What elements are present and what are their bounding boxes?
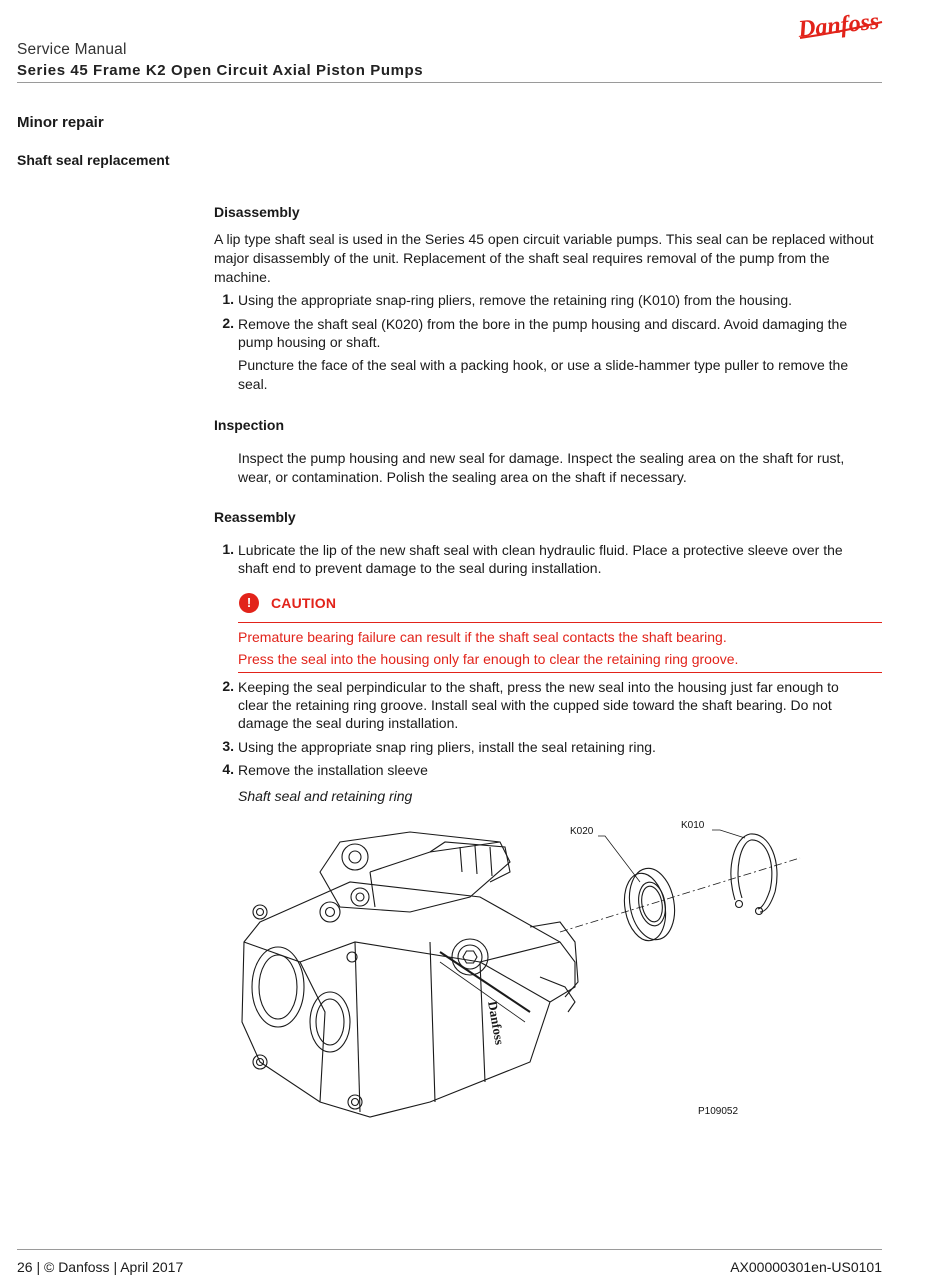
inspection-heading: Inspection bbox=[214, 417, 285, 433]
caution-line: Premature bearing failure can result if the shaft seal contacts the shaft bearing. bbox=[238, 629, 727, 645]
step-number: 4. bbox=[222, 761, 234, 777]
label-k020: K020 bbox=[570, 826, 594, 837]
logo-wordmark: Danfoss bbox=[796, 8, 881, 42]
caution-icon: ! bbox=[239, 593, 259, 613]
reassembly-step-4: Remove the installation sleeve bbox=[238, 762, 428, 778]
step-number: 2. bbox=[222, 678, 234, 694]
caution-line: Press the seal into the housing only far enough to clear the retaining ring groove. bbox=[238, 651, 739, 667]
disassembly-note: Puncture the face of the seal with a packing hook, or use a slide-hammer type puller to remove the seal. bbox=[238, 357, 849, 392]
section-title: Minor repair bbox=[17, 114, 104, 131]
figure-id: P109052 bbox=[698, 1106, 739, 1117]
disassembly-heading: Disassembly bbox=[214, 204, 300, 220]
doc-type: Service Manual bbox=[17, 41, 127, 58]
footer-doc-number: AX00000301en-US0101 bbox=[730, 1259, 882, 1275]
doc-title: Series 45 Frame K2 Open Circuit Axial Piston Pumps bbox=[17, 62, 424, 79]
caution-top-rule bbox=[238, 622, 882, 623]
reassembly-step-1: Lubricate the lip of the new shaft seal with clean hydraulic fluid. Place a protective sleeve over the shaft end to prevent damage to the seal during installation. bbox=[238, 542, 843, 577]
shaft-seal-drawing bbox=[619, 865, 680, 944]
step-number: 1. bbox=[222, 541, 234, 557]
step-number: 2. bbox=[222, 315, 234, 331]
reassembly-heading: Reassembly bbox=[214, 509, 296, 525]
figure-caption: Shaft seal and retaining ring bbox=[238, 788, 413, 804]
footer-divider bbox=[17, 1249, 882, 1250]
reassembly-step-3: Using the appropriate snap ring pliers, install the seal retaining ring. bbox=[238, 739, 656, 755]
housing-brand-mark: Danfoss bbox=[485, 999, 508, 1046]
retaining-ring-drawing bbox=[731, 834, 777, 915]
inspection-text: Inspect the pump housing and new seal for damage. Inspect the sealing area on the shaft for rust, wear, or contamination. Polish the sealing area on the shaft if necessary. bbox=[238, 450, 845, 485]
disassembly-step-1: Using the appropriate snap-ring pliers, remove the retaining ring (K010) from the housing. bbox=[238, 292, 793, 308]
sub-title: Shaft seal replacement bbox=[17, 152, 170, 168]
pump-housing bbox=[242, 832, 578, 1117]
disassembly-intro: A lip type shaft seal is used in the Series 45 open circuit variable pumps. This seal can be replaced without major disassembly of the unit. Replacement of the shaft seal requires removal of the pump from the machine. bbox=[214, 231, 874, 285]
disassembly-step-2: Remove the shaft seal (K020) from the bore in the pump housing and discard. Avoid damaging the pump housing or shaft. bbox=[238, 316, 848, 351]
caution-bottom-rule bbox=[238, 672, 882, 673]
caution-label: CAUTION bbox=[271, 595, 337, 611]
step-number: 3. bbox=[222, 738, 234, 754]
header-divider bbox=[17, 82, 882, 83]
footer-page-info: 26 | © Danfoss | April 2017 bbox=[17, 1259, 184, 1275]
reassembly-step-2: Keeping the seal perpindicular to the shaft, press the new seal into the housing just far enough to clear the retaining ring groove. Install seal with the cupped side toward the shaft bearing. Do not damage the seal during installation. bbox=[238, 679, 839, 732]
step-number: 1. bbox=[222, 291, 234, 307]
label-k010: K010 bbox=[681, 820, 705, 831]
pump-illustration bbox=[230, 812, 830, 1132]
danfoss-logo bbox=[796, 6, 886, 42]
